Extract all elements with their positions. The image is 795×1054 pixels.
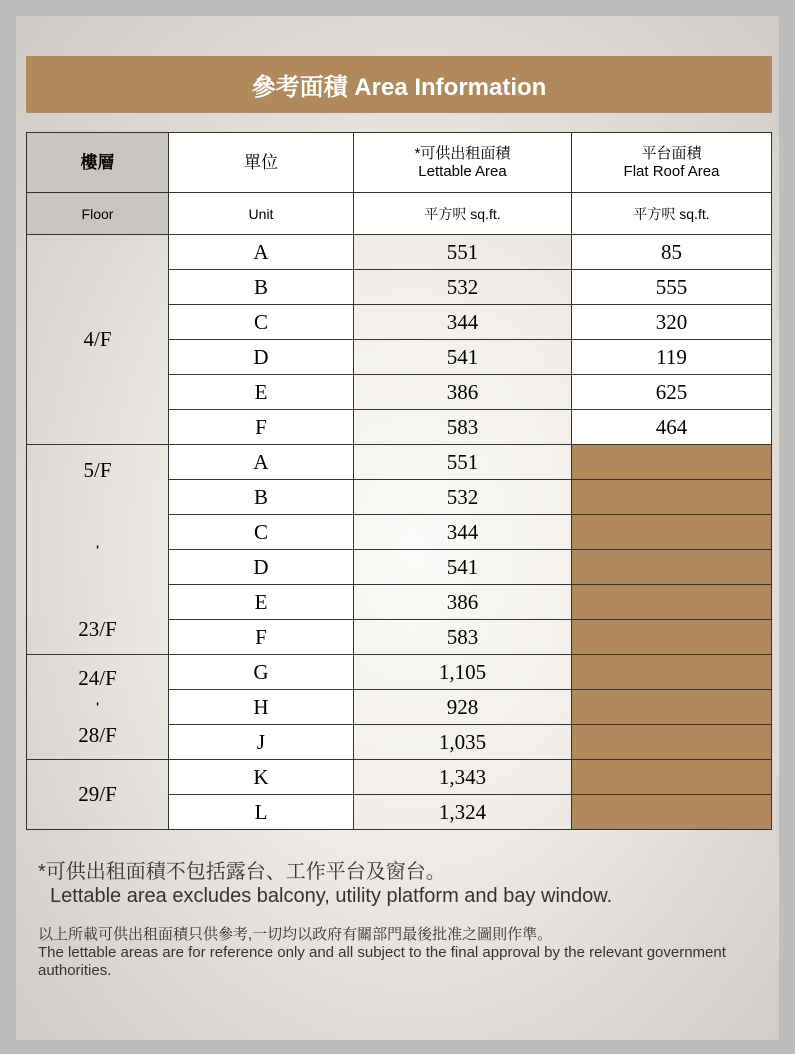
flat-roof-area-cell: 85	[572, 235, 772, 270]
flat-roof-na-cell	[572, 480, 772, 515]
unit-cell: A	[169, 235, 354, 270]
header-row	[27, 133, 772, 193]
area-table	[26, 132, 772, 830]
unit-cell: D	[169, 550, 354, 585]
flat-roof-header-zh: 平台面積	[641, 144, 702, 162]
flat-roof-na-cell	[572, 445, 772, 480]
flat-roof-area-cell: 119	[572, 340, 772, 375]
unit-cell: F	[169, 410, 354, 445]
note-reference-zh: 以上所載可供出租面積只供參考,一切均以政府有關部門最後批准之圖則作準。	[38, 926, 553, 943]
lettable-header-zh: *可供出租面積	[414, 144, 511, 162]
note-reference-en: The lettable areas are for reference only and all subject to the final approval by the relevant government authorities.	[38, 944, 726, 979]
unit-cell: E	[169, 375, 354, 410]
flat-roof-na-cell	[572, 690, 772, 725]
lettable-header-en: Lettable Area	[418, 162, 507, 180]
floor-range-separator: '	[96, 542, 99, 557]
table-row	[27, 655, 772, 690]
lettable-area-cell: 1,324	[354, 795, 572, 830]
unit-cell: D	[169, 340, 354, 375]
flat-roof-na-cell	[572, 515, 772, 550]
unit-cell: B	[169, 270, 354, 305]
unit-cell: C	[169, 515, 354, 550]
lettable-header	[354, 133, 572, 193]
lettable-area-cell: 386	[354, 375, 572, 410]
unit-cell: A	[169, 445, 354, 480]
unit-subheader: Unit	[169, 193, 354, 235]
page-title: 參考面積 Area Information	[26, 56, 772, 113]
floor-name: 23/F	[78, 616, 117, 641]
floor-name: 28/F	[78, 723, 117, 747]
unit-cell: K	[169, 760, 354, 795]
unit-header: 單位	[169, 133, 354, 193]
flat-roof-header-en: Flat Roof Area	[623, 162, 720, 180]
floor-cell	[27, 655, 169, 760]
floor-name: 4/F	[83, 327, 112, 351]
lettable-area-cell: 1,035	[354, 725, 572, 760]
lettable-area-cell: 344	[354, 305, 572, 340]
table-row	[27, 760, 772, 795]
unit-cell: H	[169, 690, 354, 725]
unit-cell: G	[169, 655, 354, 690]
lettable-area-cell: 541	[354, 550, 572, 585]
unit-cell: E	[169, 585, 354, 620]
floor-label	[27, 327, 168, 352]
unit-cell: J	[169, 725, 354, 760]
floor-header: 樓層	[27, 133, 169, 193]
lettable-area-cell: 928	[354, 690, 572, 725]
lettable-area-cell: 344	[354, 515, 572, 550]
floor-cell	[27, 445, 169, 655]
table-row	[27, 445, 772, 480]
floor-name: 29/F	[78, 782, 117, 806]
lettable-unit-subheader: 平方呎 sq.ft.	[354, 193, 572, 235]
floor-cell	[27, 235, 169, 445]
flat-roof-na-cell	[572, 620, 772, 655]
note-lettable-en: Lettable area excludes balcony, utility platform and bay window.	[50, 885, 613, 907]
table-row	[27, 235, 772, 270]
flat-roof-na-cell	[572, 795, 772, 830]
lettable-area-cell: 532	[354, 270, 572, 305]
lettable-area-cell: 532	[354, 480, 572, 515]
unit-cell: C	[169, 305, 354, 340]
flat-roof-na-cell	[572, 550, 772, 585]
footnotes	[38, 860, 758, 980]
floor-range-separator: '	[96, 700, 99, 714]
lettable-area-cell: 386	[354, 585, 572, 620]
flat-roof-unit-subheader: 平方呎 sq.ft.	[572, 193, 772, 235]
flat-roof-header	[572, 133, 772, 193]
lettable-area-cell: 541	[354, 340, 572, 375]
flat-roof-na-cell	[572, 725, 772, 760]
lettable-area-cell: 1,343	[354, 760, 572, 795]
flat-roof-na-cell	[572, 760, 772, 795]
lettable-area-cell: 583	[354, 620, 572, 655]
floor-name: 24/F	[78, 666, 117, 690]
floor-label	[27, 782, 168, 807]
flat-roof-area-cell: 464	[572, 410, 772, 445]
flat-roof-na-cell	[572, 585, 772, 620]
unit-cell: B	[169, 480, 354, 515]
floor-label	[27, 666, 168, 748]
lettable-area-cell: 583	[354, 410, 572, 445]
lettable-area-cell: 551	[354, 445, 572, 480]
floor-cell	[27, 760, 169, 830]
lettable-area-cell: 551	[354, 235, 572, 270]
unit-cell: F	[169, 620, 354, 655]
lettable-area-cell: 1,105	[354, 655, 572, 690]
flat-roof-area-cell: 320	[572, 305, 772, 340]
flat-roof-na-cell	[572, 655, 772, 690]
unit-cell: L	[169, 795, 354, 830]
floor-subheader: Floor	[27, 193, 169, 235]
subheader-row	[27, 193, 772, 235]
note-lettable-zh: *可供出租面積不包括露台、工作平台及窗台。	[38, 861, 446, 883]
flat-roof-area-cell: 625	[572, 375, 772, 410]
floor-name: 5/F	[83, 457, 112, 482]
floor-label	[27, 458, 168, 642]
flat-roof-area-cell: 555	[572, 270, 772, 305]
